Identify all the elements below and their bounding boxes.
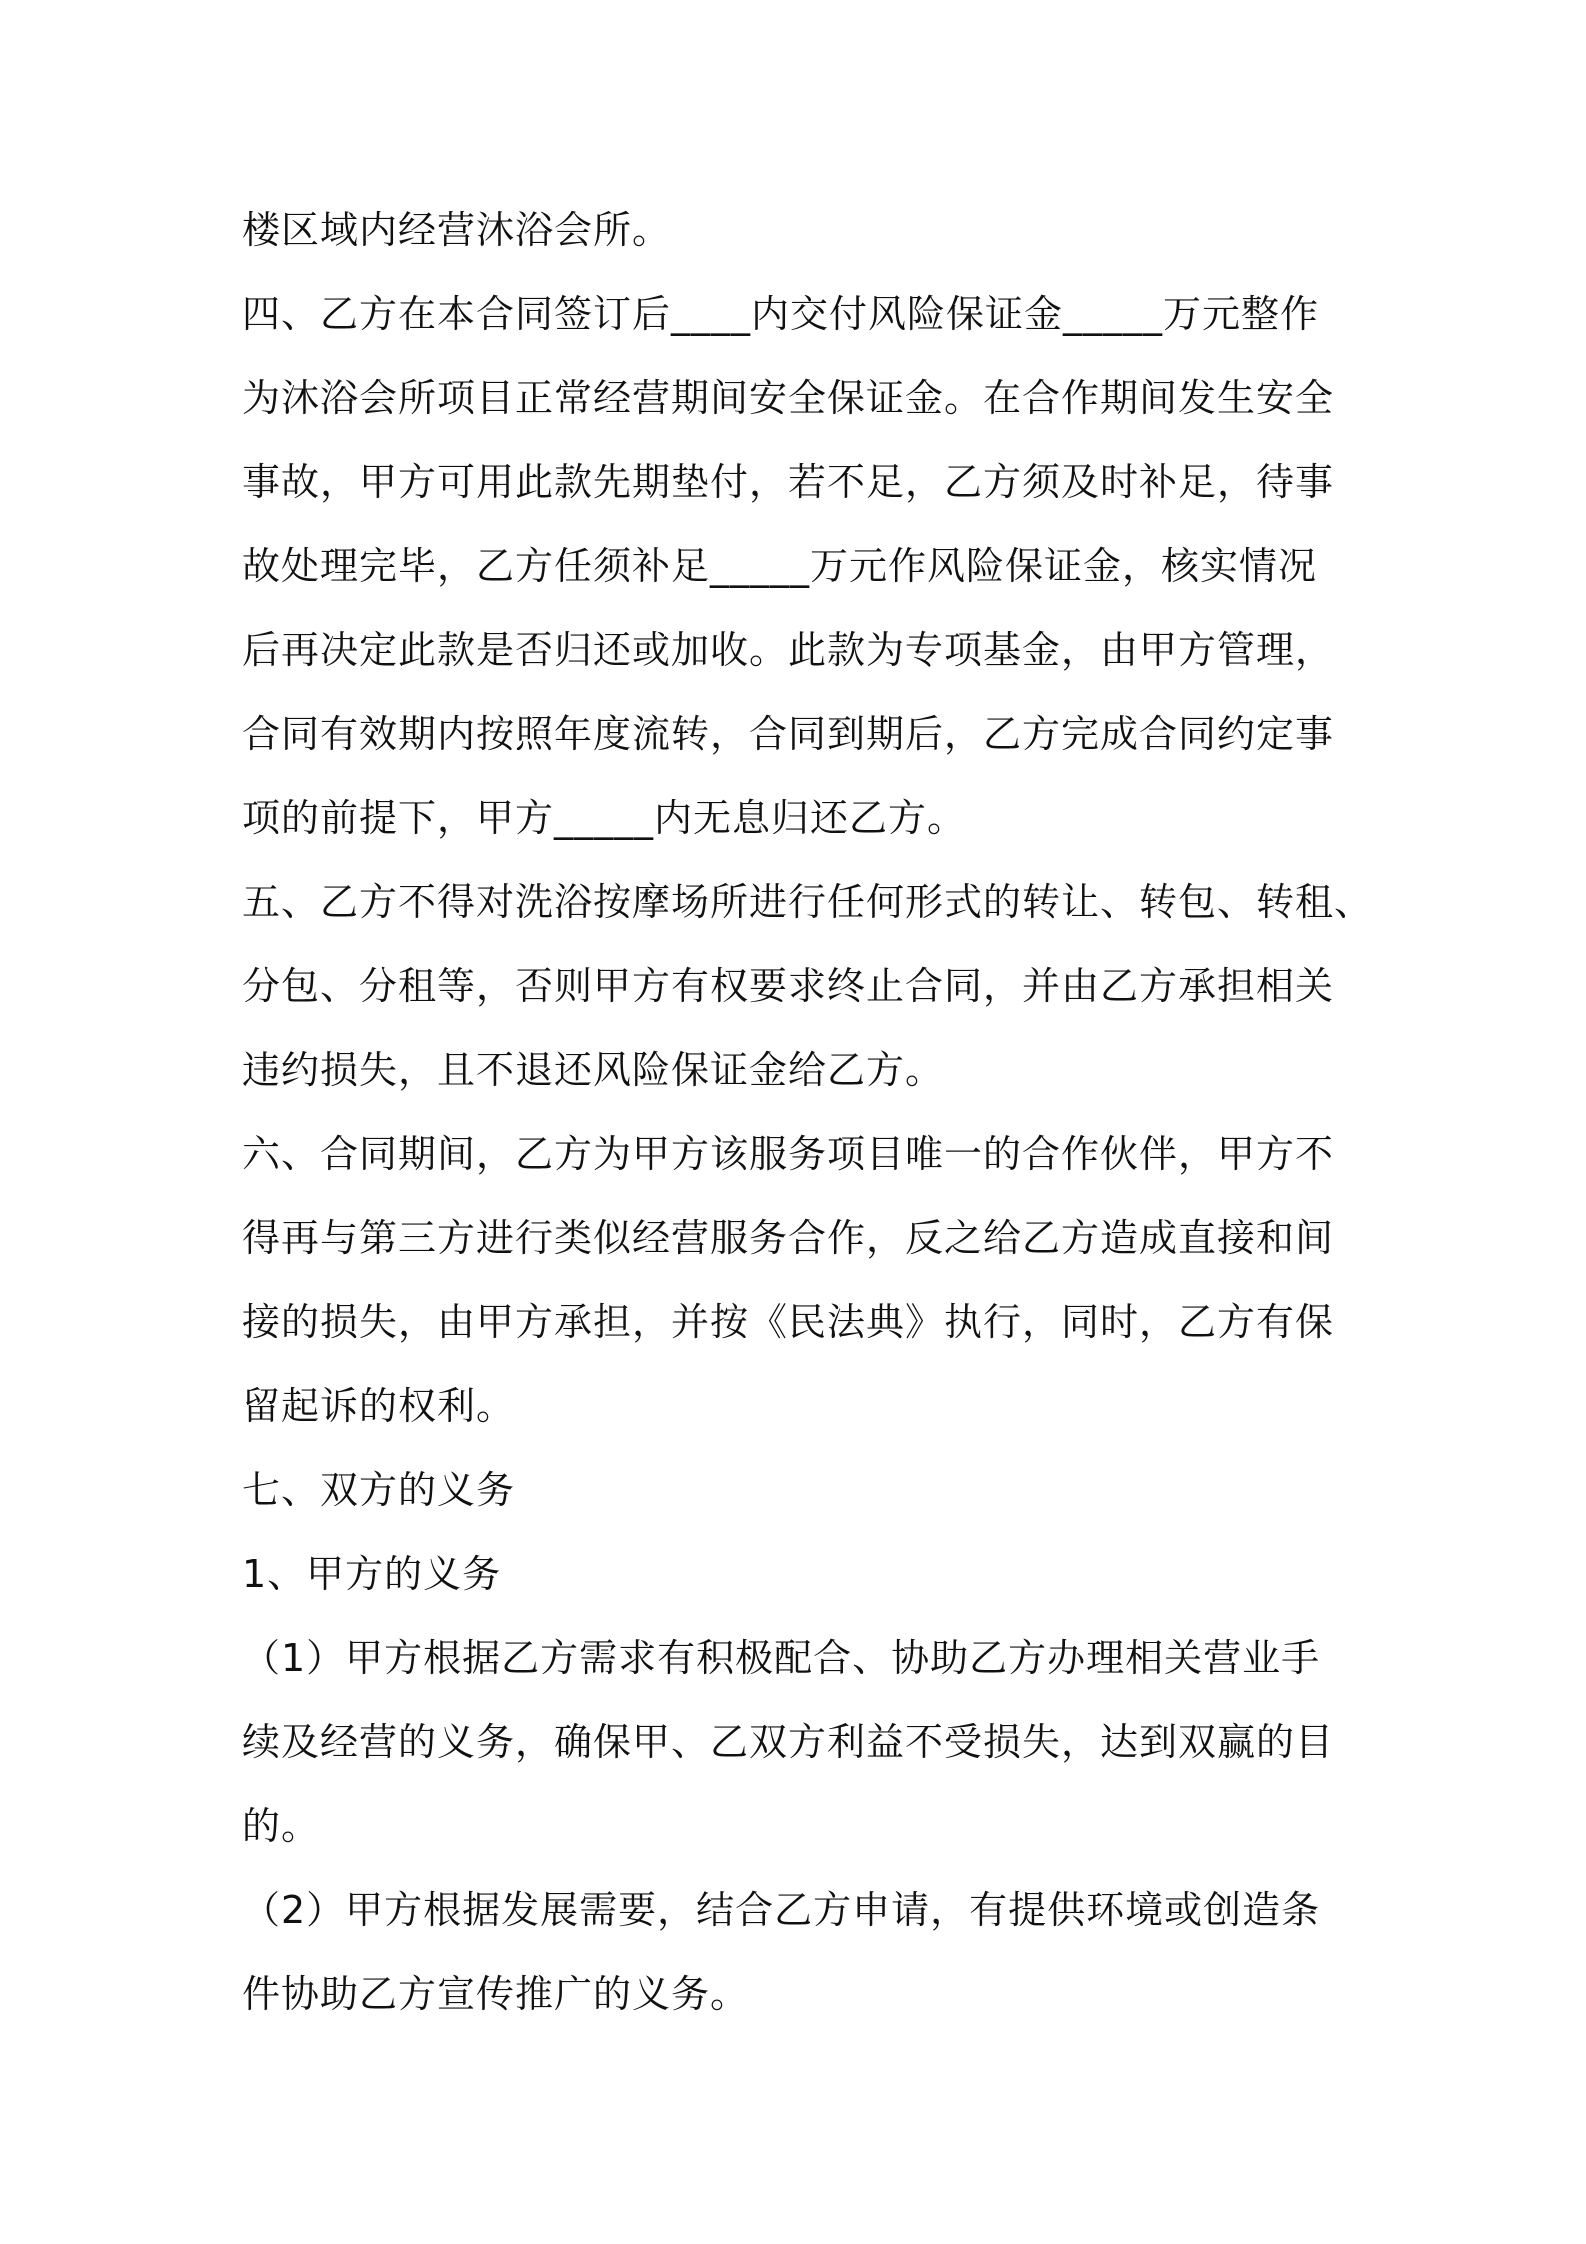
contract-text <box>242 188 1374 2036</box>
text-line: 故处理完毕，乙方任须补足_____万元作风险保证金，核实情况 <box>242 544 1318 588</box>
text-line: 的。 <box>242 1804 321 1848</box>
text-line: 项的前提下，甲方_____内无息归还乙方。 <box>242 796 967 840</box>
clause-4-line: 四、乙方在本合同签订后____内交付风险保证金_____万元整作 <box>242 292 1320 336</box>
text-line: 得再与第三方进行类似经营服务合作，反之给乙方造成直接和间 <box>242 1216 1335 1260</box>
item-2-line: （2）甲方根据发展需要，结合乙方申请，有提供环境或创造条 <box>242 1888 1321 1932</box>
text-line: 分包、分租等，否则甲方有权要求终止合同，并由乙方承担相关 <box>242 964 1335 1008</box>
text-line: 后再决定此款是否归还或加收。此款为专项基金，由甲方管理， <box>242 628 1335 672</box>
clause-7-heading: 七、双方的义务 <box>242 1468 516 1512</box>
clause-6-line: 六、合同期间，乙方为甲方该服务项目唯一的合作伙伴，甲方不 <box>242 1132 1335 1176</box>
text-line: 续及经营的义务，确保甲、乙双方利益不受损失，达到双赢的目 <box>242 1720 1335 1764</box>
clause-5-line: 五、乙方不得对洗浴按摩场所进行任何形式的转让、转包、转租、 <box>242 880 1374 924</box>
text-line: 留起诉的权利。 <box>242 1384 516 1428</box>
text-line: 为沐浴会所项目正常经营期间安全保证金。在合作期间发生安全 <box>242 376 1335 420</box>
text-line: 接的损失，由甲方承担，并按《民法典》执行，同时，乙方有保 <box>242 1300 1335 1344</box>
subsection-heading: 1、甲方的义务 <box>242 1552 502 1596</box>
text-line: 合同有效期内按照年度流转，合同到期后，乙方完成合同约定事 <box>242 712 1335 756</box>
text-line: 件协助乙方宣传推广的义务。 <box>242 1972 750 2016</box>
item-1-line: （1）甲方根据乙方需求有积极配合、协助乙方办理相关营业手 <box>242 1636 1321 1680</box>
text-line: 楼区域内经营沐浴会所。 <box>242 208 672 252</box>
text-line: 事故，甲方可用此款先期垫付，若不足，乙方须及时补足，待事 <box>242 460 1335 504</box>
text-line: 违约损失，且不退还风险保证金给乙方。 <box>242 1048 945 1092</box>
